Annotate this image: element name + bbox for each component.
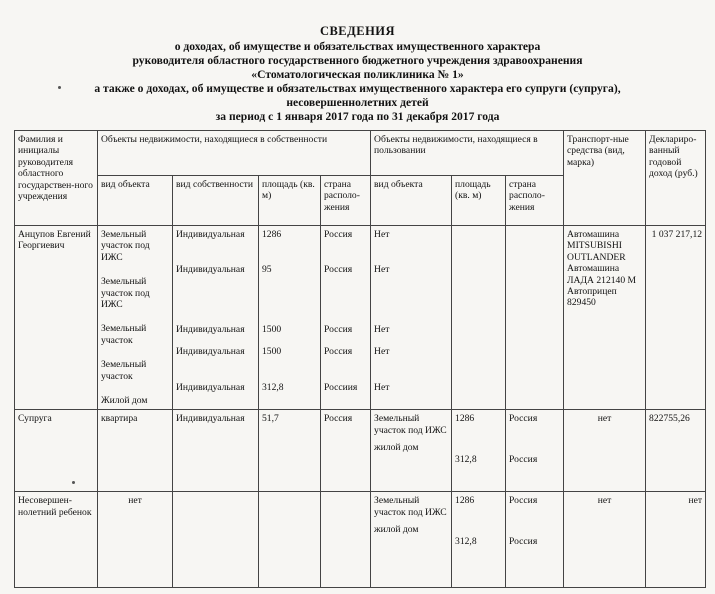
table-row bbox=[15, 492, 706, 588]
row1-area-3: 1500 bbox=[262, 323, 282, 335]
subheader-area: площадь (кв. м) bbox=[259, 176, 321, 226]
row1-ownership-1: Индивидуальная bbox=[176, 229, 245, 240]
row3-use-country bbox=[506, 492, 564, 588]
row2-ownership: Индивидуальная bbox=[173, 410, 259, 492]
row1-country-4: Россия bbox=[324, 346, 353, 358]
row1-type-1: Земельный участок под ИЖС bbox=[101, 229, 150, 263]
row2-owned-type: квартира bbox=[98, 410, 173, 492]
row3-income: нет bbox=[646, 492, 706, 588]
row1-country-3: Россия bbox=[324, 323, 353, 335]
row3-country bbox=[321, 492, 371, 588]
subtitle-line-1: о доходах, об имуществе и обязательствах имущественного характера bbox=[174, 40, 541, 53]
row3-use-area bbox=[452, 492, 506, 588]
row1-ownership-3: Индивидуальная bbox=[176, 323, 245, 335]
row1-area-2: 95 bbox=[262, 264, 272, 276]
subheader-use-country: страна располо-жения bbox=[506, 176, 564, 226]
row3-use-type bbox=[371, 492, 452, 588]
subtitle-line-3: «Стоматологическая поликлиника № 1» bbox=[251, 68, 464, 81]
row1-income: 1 037 217,12 bbox=[646, 226, 706, 410]
row1-transport-6: Автоприцеп bbox=[567, 286, 617, 298]
subheader-ownership: вид собственности bbox=[173, 176, 259, 226]
row1-transport-4: Автомашина bbox=[567, 263, 620, 275]
row1-country-2: Россия bbox=[324, 264, 353, 276]
row2-country: Россия bbox=[321, 410, 371, 492]
row1-type-5: Жилой дом bbox=[101, 395, 148, 407]
row2-use-type-1: Земельный участок под ИЖС bbox=[374, 413, 447, 436]
row2-transport: нет bbox=[564, 410, 646, 492]
subheader-use-area: площадь (кв. м) bbox=[452, 176, 506, 226]
row1-ownership-5: Индивидуальная bbox=[176, 381, 245, 393]
row3-ownership bbox=[173, 492, 259, 588]
row1-use-type bbox=[371, 226, 452, 410]
row3-use-area-2: 312,8 bbox=[455, 535, 477, 547]
row2-use-area bbox=[452, 410, 506, 492]
row1-ownership-4: Индивидуальная bbox=[176, 346, 245, 358]
scan-speck bbox=[72, 481, 75, 484]
title: СВЕДЕНИЯ bbox=[319, 24, 396, 38]
subheader-country: страна располо-жения bbox=[321, 176, 371, 226]
header-income: Деклариро-ванный годовой доход (руб.) bbox=[646, 131, 706, 226]
row1-use-1: Нет bbox=[374, 229, 390, 240]
row3-use-area-1: 1286 bbox=[455, 495, 475, 507]
row2-use-country-2: Россия bbox=[509, 453, 538, 465]
row3-use-type-2: жилой дом bbox=[374, 524, 419, 536]
row1-area bbox=[259, 226, 321, 410]
row1-owned-types bbox=[98, 226, 173, 410]
row1-ownership bbox=[173, 226, 259, 410]
row2-use-country bbox=[506, 410, 564, 492]
row2-name: Супруга bbox=[15, 410, 98, 492]
row1-transport-7: 829450 bbox=[567, 297, 596, 309]
header-row bbox=[15, 131, 706, 176]
row1-transport bbox=[564, 226, 646, 410]
row1-type-4: Земельный участок bbox=[101, 359, 147, 382]
row1-use-5: Нет bbox=[374, 381, 390, 393]
row2-use-type-2: жилой дом bbox=[374, 442, 419, 454]
row1-use-4: Нет bbox=[374, 346, 390, 358]
declaration-table bbox=[14, 130, 706, 588]
row2-use-area-1: 1286 bbox=[455, 413, 475, 425]
row1-use-area bbox=[452, 226, 506, 410]
header-owned: Объекты недвижимости, находящиеся в собственности bbox=[98, 131, 371, 176]
row1-transport-2: MITSUBISHI bbox=[567, 240, 622, 252]
row1-name: Анцупов Евгений Георгиевич bbox=[15, 226, 98, 410]
row3-use-type-1: Земельный участок под ИЖС bbox=[374, 495, 447, 518]
table-row bbox=[15, 410, 706, 492]
row3-name: Несовершен-нолетний ребенок bbox=[15, 492, 98, 588]
subtitle-line-2: руководителя областного государственного бюджетного учреждения здравоохранения bbox=[132, 54, 583, 67]
row1-area-4: 1500 bbox=[262, 346, 282, 358]
row1-use-2: Нет bbox=[374, 264, 390, 276]
row1-area-1: 1286 bbox=[262, 229, 282, 240]
row1-country-5: Россиия bbox=[324, 381, 358, 393]
row2-income: 822755,26 bbox=[646, 410, 706, 492]
row3-area bbox=[259, 492, 321, 588]
row3-use-country-2: Россия bbox=[509, 535, 538, 547]
row3-owned-type: нет bbox=[98, 492, 173, 588]
header-name: Фамилия и инициалы руководителя областного государствен-ного учреждения bbox=[15, 131, 98, 226]
row2-use-country-1: Россия bbox=[509, 413, 538, 425]
table-row bbox=[15, 226, 706, 410]
row1-transport-5: ЛАДА 212140 М bbox=[567, 274, 637, 286]
row3-transport: нет bbox=[564, 492, 646, 588]
subheader-use-type: вид объекта bbox=[371, 176, 452, 226]
header-transport: Транспорт-ные средства (вид, марка) bbox=[564, 131, 646, 226]
subtitle-line-6: за период с 1 января 2017 года по 31 декабря 2017 года bbox=[215, 110, 500, 123]
row1-ownership-2: Индивидуальная bbox=[176, 264, 245, 276]
row1-type-3: Земельный участок bbox=[101, 323, 147, 346]
row2-use-type bbox=[371, 410, 452, 492]
row1-transport-3: OUTLANDER bbox=[567, 251, 626, 263]
row2-use-area-2: 312,8 bbox=[455, 453, 477, 465]
row1-type-2: Земельный участок под ИЖС bbox=[101, 276, 150, 311]
scan-speck bbox=[58, 86, 61, 89]
row1-use-country bbox=[506, 226, 564, 410]
row1-country bbox=[321, 226, 371, 410]
subheader-type: вид объекта bbox=[98, 176, 173, 226]
header-in-use: Объекты недвижимости, находящиеся в пользовании bbox=[371, 131, 564, 176]
row1-country-1: Россия bbox=[324, 229, 353, 240]
row1-area-5: 312,8 bbox=[262, 381, 284, 393]
subtitle-line-5: несовершеннолетних детей bbox=[286, 96, 429, 109]
row2-area: 51,7 bbox=[259, 410, 321, 492]
row1-use-3: Нет bbox=[374, 323, 390, 335]
row1-transport-1: Автомашина bbox=[567, 229, 620, 240]
subtitle-line-4: а также о доходах, об имуществе и обязательствах имущественного характера его супруги (супруга), bbox=[94, 82, 621, 95]
row3-use-country-1: Россия bbox=[509, 495, 538, 507]
